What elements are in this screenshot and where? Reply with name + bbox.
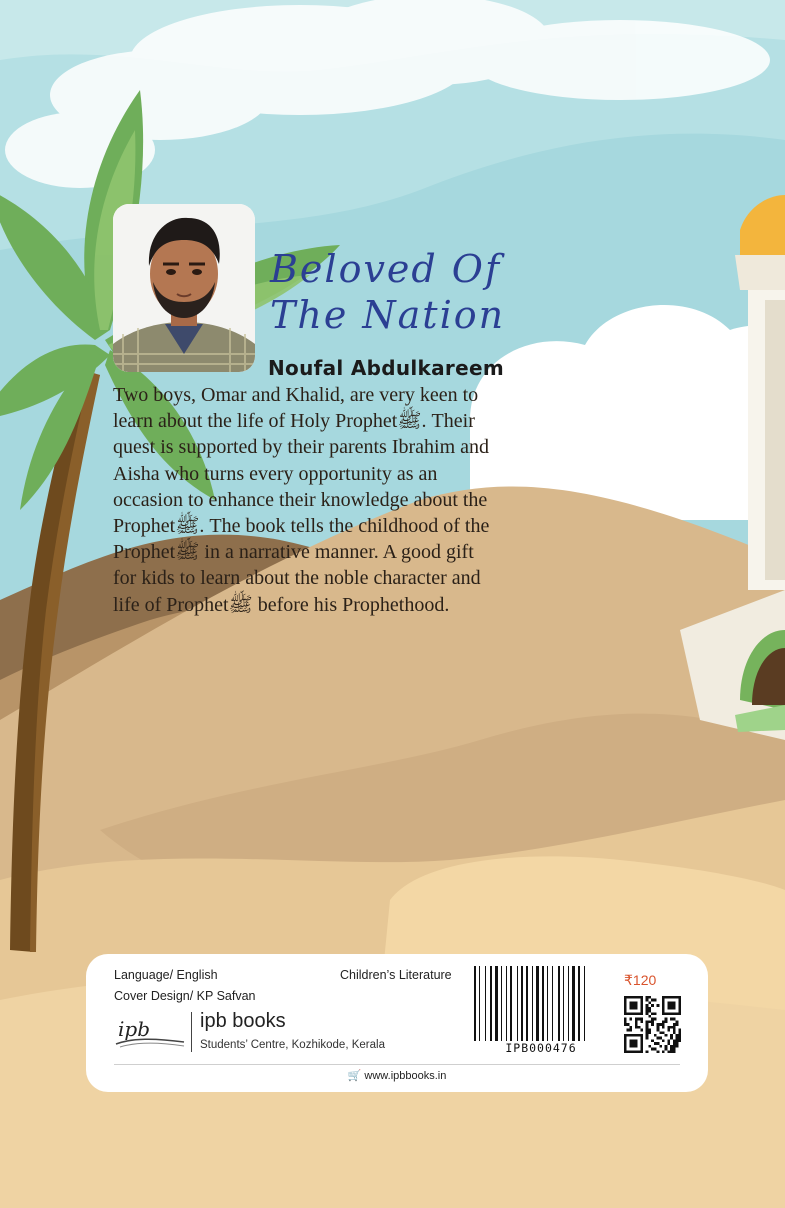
author-name: Noufal Abdulkareem <box>268 356 504 380</box>
publisher-divider <box>191 1012 192 1052</box>
title-line-1: Beloved Of <box>270 247 502 291</box>
qr-code-icon <box>624 996 681 1053</box>
book-blurb: Two boys, Omar and Khalid, are very keen to learn about the life of Holy Prophetﷺ. Their quest is supported by their parents Ibrahim and Aisha who turns every opportunity as an occasion to enhance their knowledge about the Prophetﷺ. The book tells the childhood of the Prophetﷺ in a narrative manner. A good gift for kids to learn about the noble character and life of Prophetﷺ before his Prophethood. <box>113 384 490 616</box>
info-panel <box>86 954 708 1092</box>
language-label: Language/ English <box>114 968 218 982</box>
title-line-2: The Nation <box>270 293 506 337</box>
ipb-logo-icon <box>114 1014 186 1050</box>
cover-design-label: Cover Design/ KP Safvan <box>114 989 256 1003</box>
publisher-logo-text: ipb <box>118 1017 151 1041</box>
genre-label: Children’s Literature <box>340 968 452 982</box>
panel-divider <box>114 1064 680 1065</box>
publisher-name: ipb books <box>200 1010 286 1032</box>
book-title <box>270 246 530 338</box>
isbn-code: IPB000476 <box>505 1041 577 1055</box>
barcode-icon <box>473 966 609 1041</box>
website-link[interactable]: 🛒 www.ipbbooks.in <box>347 1070 447 1082</box>
price-label: ₹120 <box>624 972 657 988</box>
publisher-address: Students’ Centre, Kozhikode, Kerala <box>200 1039 385 1051</box>
author-photo <box>113 204 255 372</box>
